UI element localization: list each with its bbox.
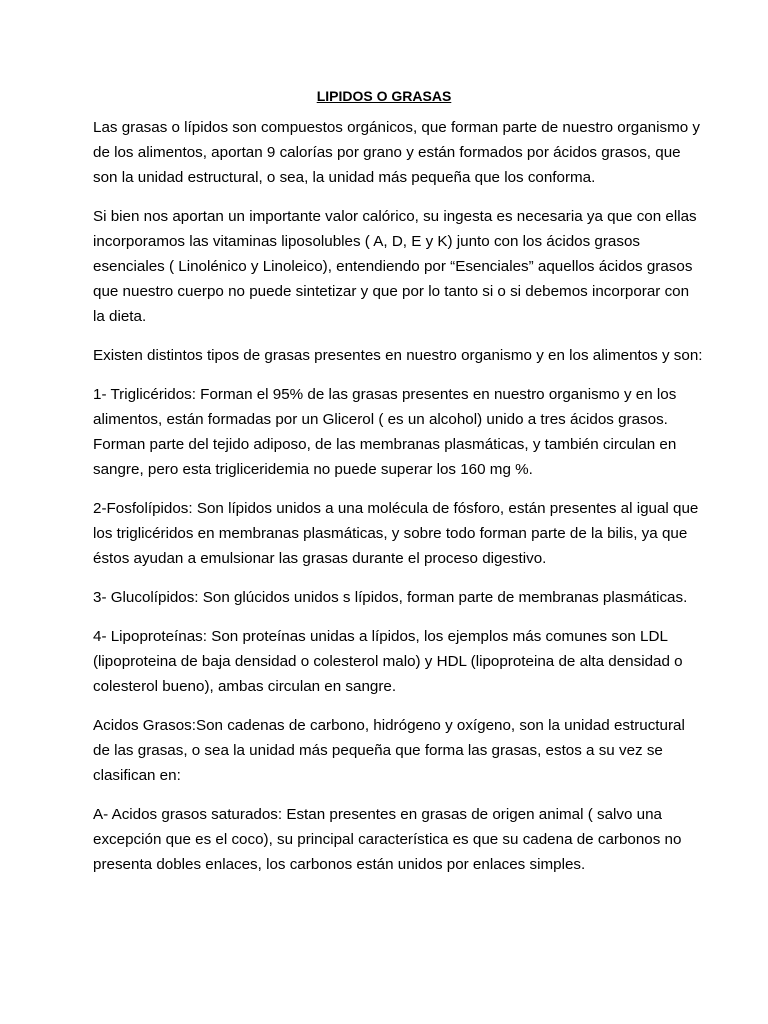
paragraph-triglycerides: 1- Triglicéridos: Forman el 95% de las grasas presentes en nuestro organismo y en los alimentos, están formadas por un Glicerol ( es un alcohol) unido a tres ácidos grasos. Forman parte del tejido adiposo, de las membranas plasmáticas, y también circulan en sangre, pero esta trigliceridemia no puede superar los 160 mg %.: [93, 386, 677, 478]
paragraph-phospholipids: 2-Fosfolípidos: Son lípidos unidos a una molécula de fósforo, están presentes al igual que los triglicéridos en membranas plasmáticas, y sobre todo forman parte de la bilis, ya que éstos ayudan a emulsionar las grasas durante el proceso digestivo.: [93, 500, 699, 567]
paragraph-intro: Las grasas o lípidos son compuestos orgánicos, que forman parte de nuestro organismo y de los alimentos, aportan 9 calorías por grano y están formados por ácidos grasos, que son la unidad estructural, o sea, la unidad más pequeña que los conforma.: [93, 119, 700, 186]
paragraph-fatty-acids: Acidos Grasos:Son cadenas de carbono, hidrógeno y oxígeno, son la unidad estructural de las grasas, o sea la unidad más pequeña que forma las grasas, estos a su vez se clasifican en:: [93, 717, 685, 784]
paragraph-types-intro: Existen distintos tipos de grasas presentes en nuestro organismo y en los alimentos y son:: [93, 347, 703, 364]
document-body: [93, 115, 705, 891]
paragraph-caloric-value: Si bien nos aportan un importante valor calórico, su ingesta es necesaria ya que con ellas incorporamos las vitaminas liposolubles ( A, D, E y K) junto con los ácidos grasos esenciales ( Linolénico y Linoleico), entendiendo por “Esenciales” aquellos ácidos grasos que nuestro cuerpo no puede sintetizar y que por lo tanto si o si debemos incorporar con la dieta.: [93, 208, 697, 325]
paragraph-lipoproteins: 4- Lipoproteínas: Son proteínas unidas a lípidos, los ejemplos más comunes son LDL (lipoproteina de baja densidad o colesterol malo) y HDL (lipoproteina de alta densidad o colesterol bueno), ambas circulan en sangre.: [93, 628, 683, 695]
paragraph-glycolipids: 3- Glucolípidos: Son glúcidos unidos s lípidos, forman parte de membranas plasmáticas.: [93, 589, 688, 606]
paragraph-saturated-fatty-acids: A- Acidos grasos saturados: Estan presentes en grasas de origen animal ( salvo una excepción que es el coco), su principal característica es que su cadena de carbonos no presenta dobles enlaces, los carbonos están unidos por enlaces simples.: [93, 806, 682, 873]
page-title: LIPIDOS O GRASAS: [316, 88, 452, 104]
